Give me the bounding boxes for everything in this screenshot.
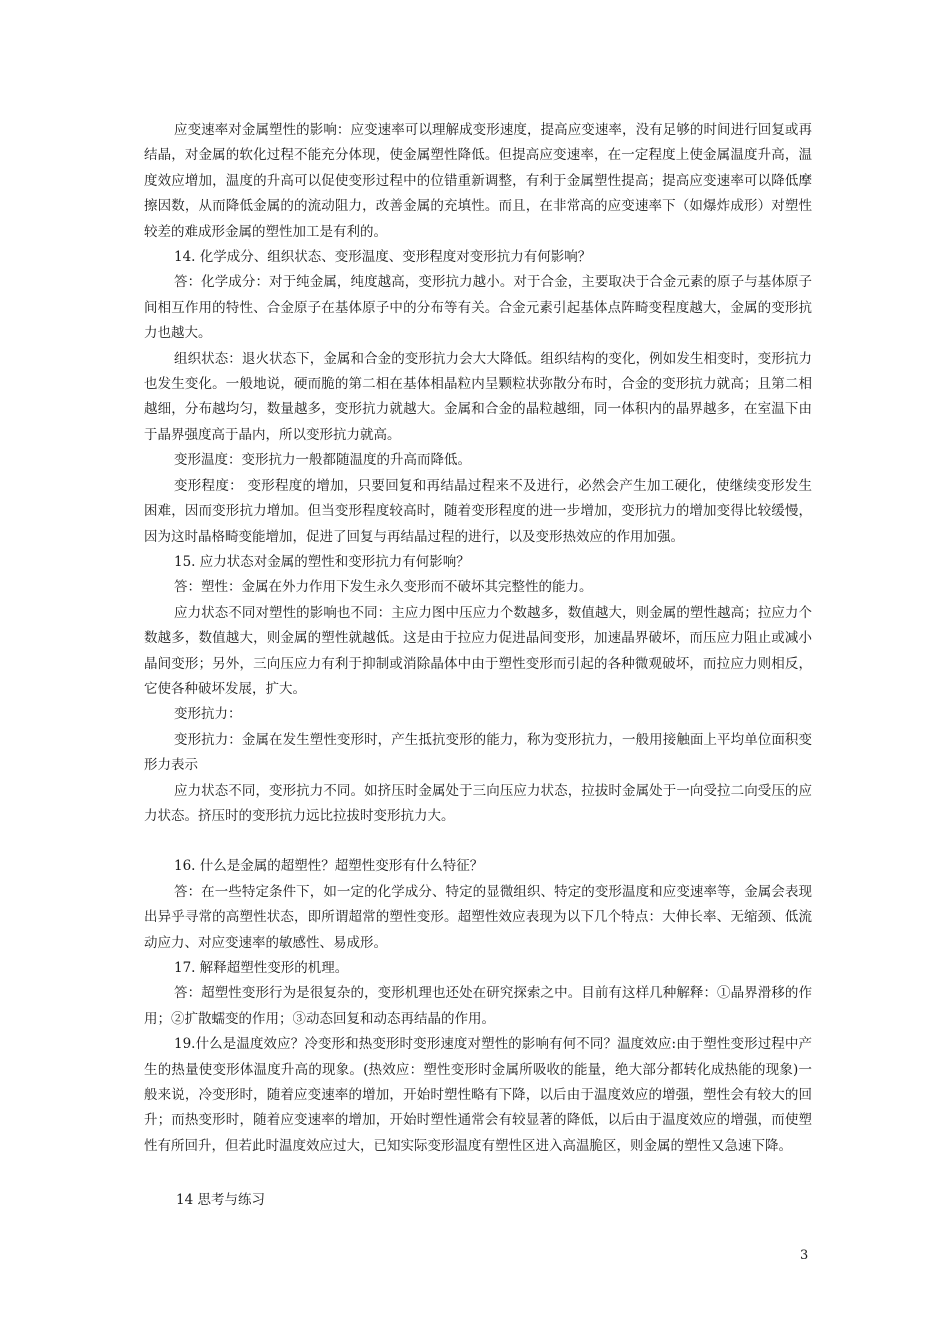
answer-17: 答：超塑性变形行为是很复杂的，变形机理也还处在研究探索之中。目前有这样几种解释：①晶界滑移的作用；②扩散蠕变的作用；③动态回复和动态再结晶的作用。 — [144, 985, 812, 1027]
answer-15-plasticity: 答：塑性：金属在外力作用下发生永久变形而不破坏其完整性的能力。 — [174, 579, 593, 596]
answer-14-deformation-degree: 变形程度： 变形程度的增加，只要回复和再结晶过程来不及进行，必然会产生加工硬化，使继续变形发生困难，因而变形抗力增加。但当变形程度较高时，随着变形程度的进一步增加，变形抗力的增加变得比较缓慢，因为这时晶格畸变能增加，促进了回复与再结晶过程的进行，以及变形热效应的作用加强。 — [144, 477, 812, 545]
answer-14-temperature: 变形温度：变形抗力一般都随温度的升高而降低。 — [174, 452, 471, 469]
page-number: 3 — [800, 1248, 809, 1263]
answer-14-microstructure: 组织状态：退火状态下，金属和合金的变形抗力会大大降低。组织结构的变化，例如发生相变时，变形抗力也发生变化。一般地说，硬而脆的第二相在基体相晶粒内呈颗粒状弥散分布时，合金的变形抗力就高；且第二相越细，分布越均匀，数量越多，变形抗力就越大。金属和合金的晶粒越细，同一体积内的晶界越多，在室温下由于晶界强度高于晶内，所以变形抗力就高。 — [144, 350, 812, 443]
question-19: 19.什么是温度效应？冷变形和热变形时变形速度对塑性的影响有何不同？温度效应:由于塑性变形过程中产生的热量使变形体温度升高的现象。(热效应：塑性变形时金属所吸收的能量，绝大部分都转化成热能的现象)一般来说，冷变形时，随着应变速率的增加，开始时塑性略有下降，以后由于温度效应的增强，塑性会有较大的回升；而热变形时，随着应变速率的增加，开始时塑性通常会有较显著的降低，以后由于温度效应的增强，而使塑性有所回升，但若此时温度效应过大，已知实际变形温度有塑性区进入高温脆区，则金属的塑性又急速下降。 — [144, 1036, 812, 1154]
answer-15-stress-state: 应力状态不同对塑性的影响也不同：主应力图中压应力个数越多，数值越大，则金属的塑性越高；拉应力个数越多，数值越大，则金属的塑性就越低。这是由于拉应力促进晶间变形，加速晶界破坏，而压应力阻止或减小晶间变形；另外，三向压应力有利于抑制或消除晶体中由于塑性变形而引起的各种微观破坏，而拉应力则相反，它使各种破坏发展，扩大。 — [144, 604, 812, 697]
answer-15-resistance-comparison: 应力状态不同，变形抗力不同。如挤压时金属处于三向压应力状态，拉拔时金属处于一向受拉二向受压的应力状态。挤压时的变形抗力远比拉拔时变形抗力大。 — [144, 782, 812, 824]
question-16: 16. 什么是金属的超塑性？超塑性变形有什么特征？ — [174, 858, 484, 875]
paragraph-strain-rate: 应变速率对金属塑性的影响：应变速率可以理解成变形速度，提高应变速率，没有足够的时间进行回复或再结晶，对金属的软化过程不能充分体现，使金属塑性降低。但提高应变速率，在一定程度上使金属温度升高，温度效应增加，温度的升高可以促使变形过程中的位错重新调整，有利于金属塑性提高；提高应变速率可以降低摩擦因数，从而降低金属的的流动阻力，改善金属的充填性。而且，在非常高的应变速率下（如爆炸成形）对塑性较差的难成形金属的塑性加工是有利的。 — [144, 122, 812, 240]
question-15: 15. 应力状态对金属的塑性和变形抗力有何影响？ — [174, 553, 470, 570]
answer-15-resistance-definition: 变形抗力：金属在发生塑性变形时，产生抵抗变形的能力，称为变形抗力，一般用接触面上平均单位面积变形力表示 — [144, 731, 812, 774]
question-17: 17. 解释超塑性变形的机理。 — [174, 960, 349, 976]
main-text — [144, 118, 812, 1159]
question-14: 14. 化学成分、组织状态、变形温度、变形程度对变形抗力有何影响？ — [174, 249, 592, 266]
blank-line — [144, 829, 812, 854]
section-footer: 14 思考与练习 — [176, 1192, 265, 1208]
answer-15-resistance-heading: 变形抗力： — [174, 706, 242, 723]
answer-14-chemical-composition: 答：化学成分：对于纯金属，纯度越高，变形抗力越小。对于合金，主要取决于合金元素的原子与基体原子间相互作用的特性、合金原子在基体原子中的分布等有关。合金元素引起基体点阵畸变程度越大，金属的变形抗力也越大。 — [144, 274, 812, 342]
answer-16: 答：在一些特定条件下，如一定的化学成分、特定的显微组织、特定的变形温度和应变速率等，金属会表现出异乎寻常的高塑性状态，即所谓超常的塑性变形。超塑性效应表现为以下几个特点：大伸长率、无缩颈、低流动应力、对应变速率的敏感性、易成形。 — [144, 883, 812, 951]
